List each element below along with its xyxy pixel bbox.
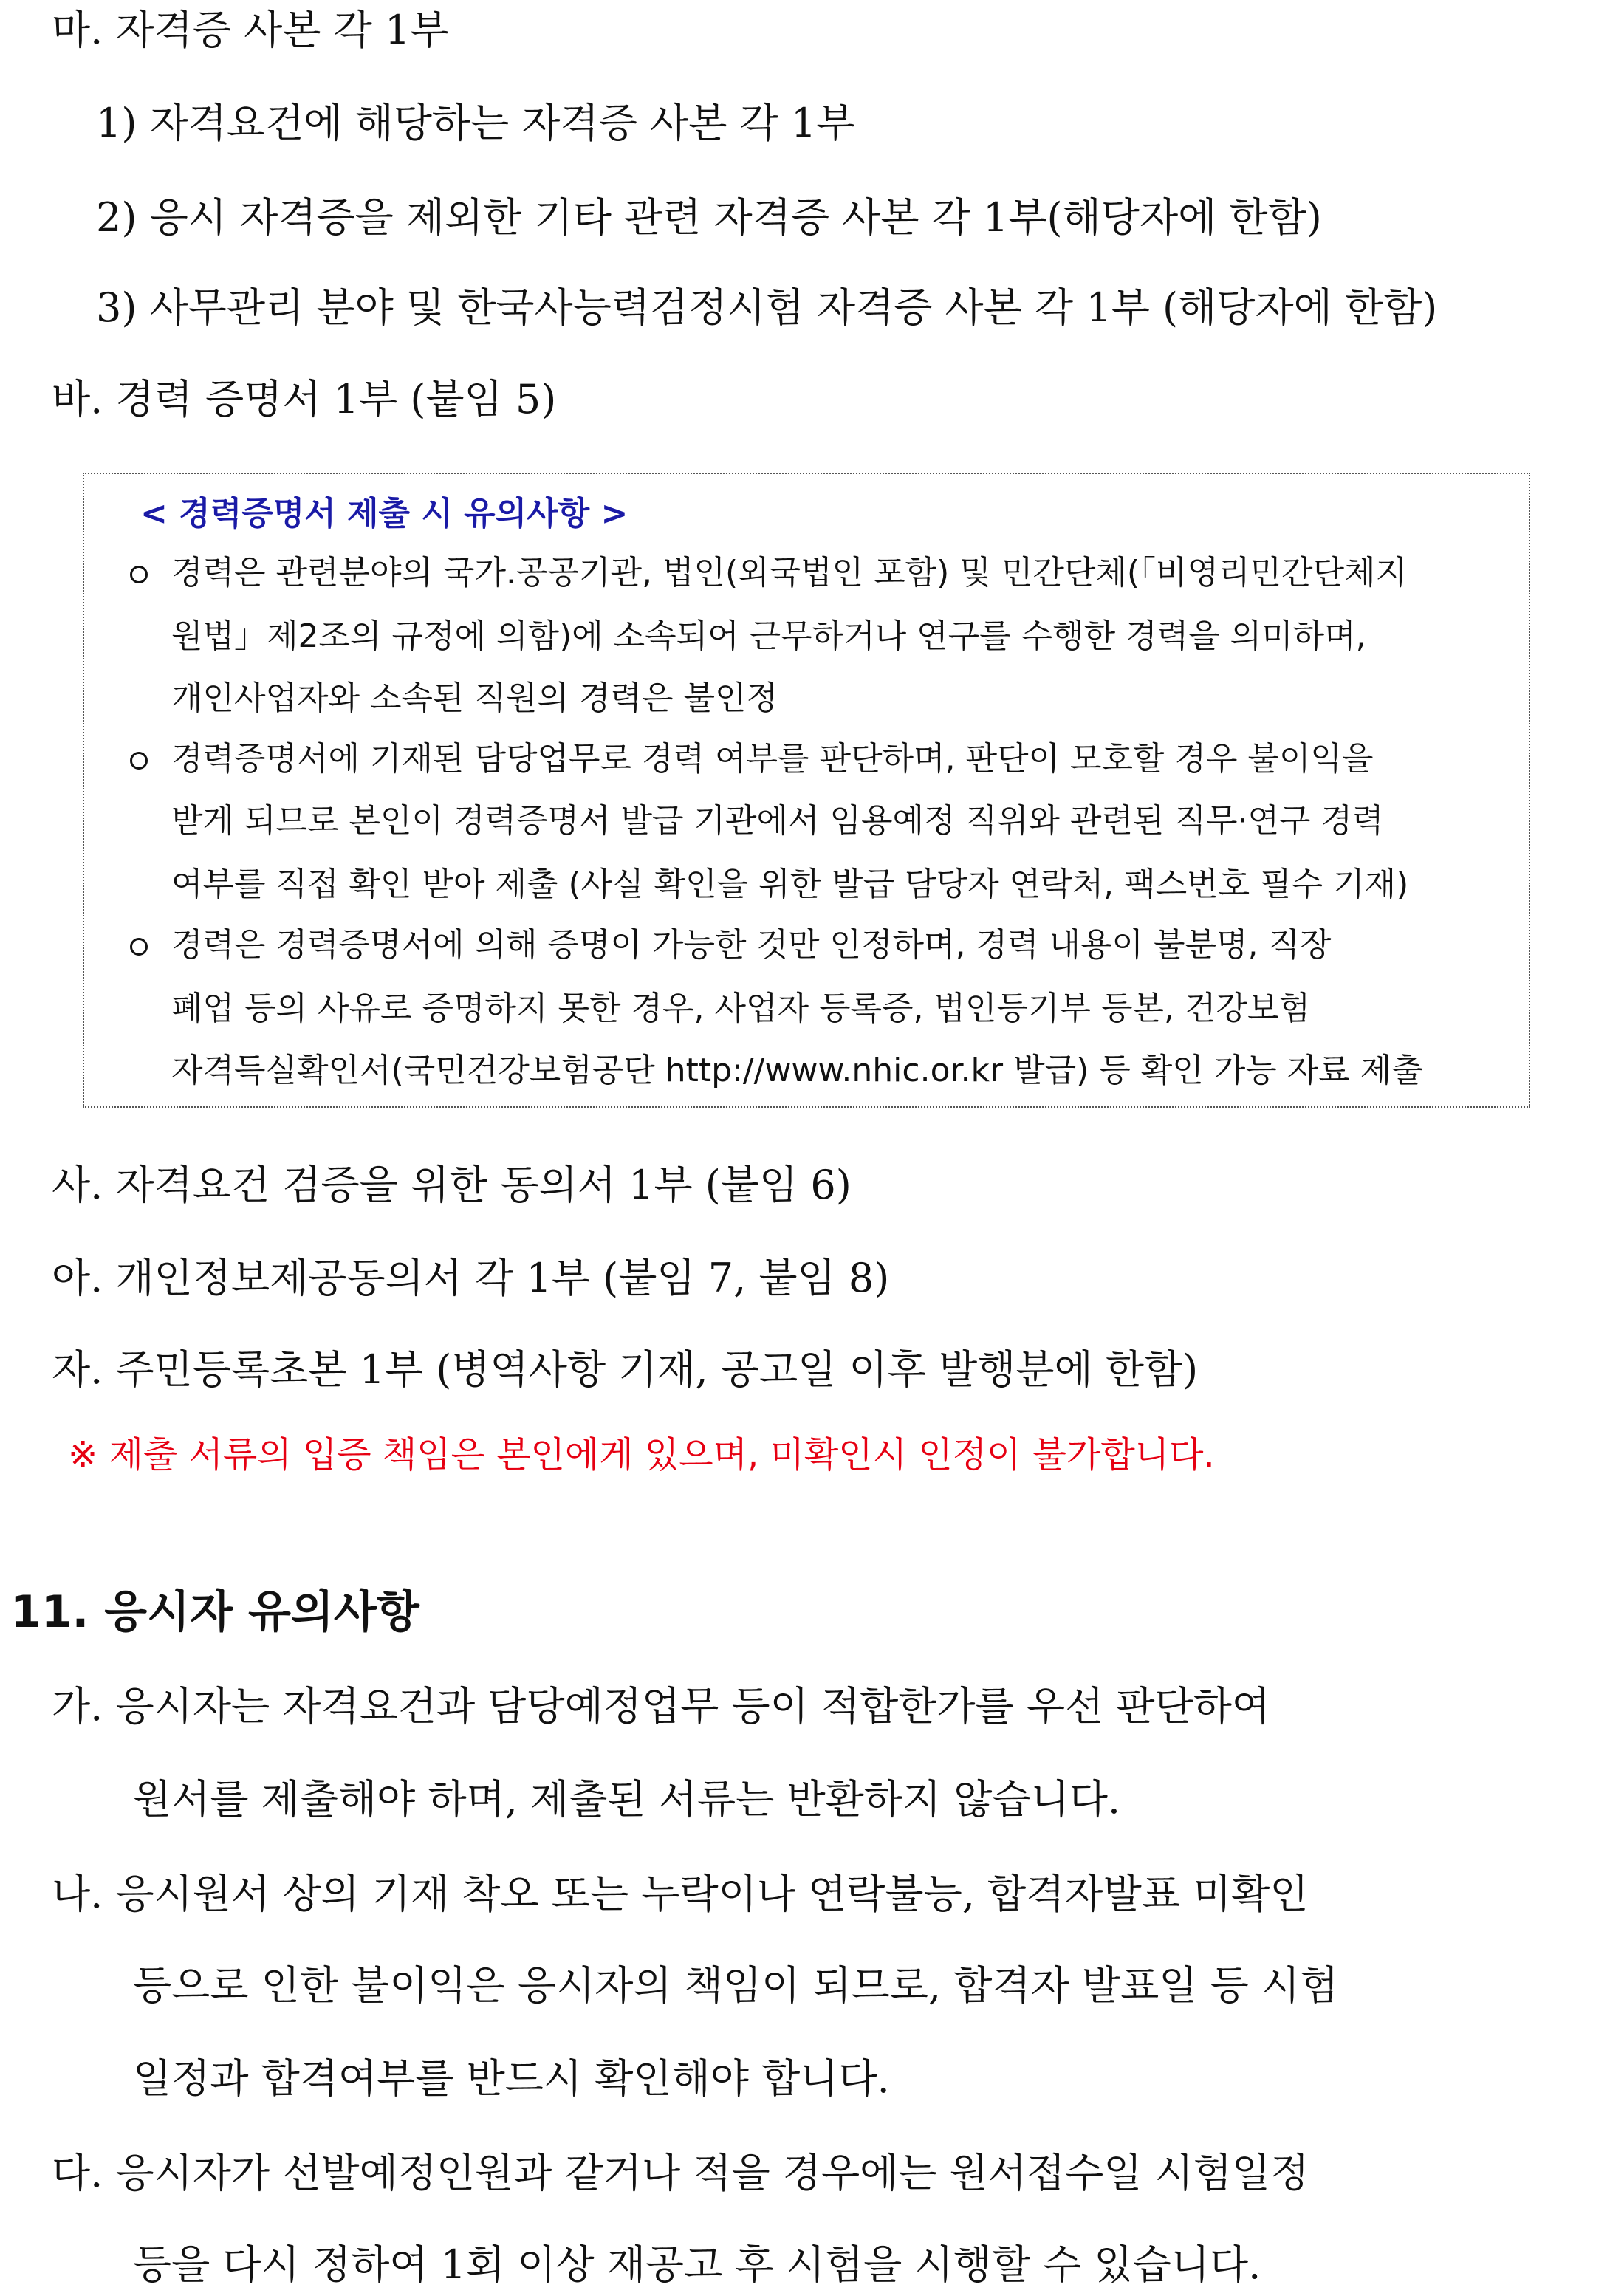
item-ma: 마. 자격증 사본 각 1부: [52, 7, 449, 53]
paragraph-ga-line-2: 원서를 제출해야 하며, 제출된 서류는 반환하지 않습니다.: [133, 1776, 1121, 1823]
item-ma-2: 2) 응시 자격증을 제외한 기타 관련 자격증 사본 각 1부(해당자에 한함): [96, 194, 1322, 241]
career-bullet-2-line-3: 여부를 직접 확인 받아 제출 (사실 확인을 위한 발급 담당자 연락처, 팩스번호 필수 기재): [171, 866, 1409, 903]
paragraph-da-line-2: 등을 다시 정하여 1회 이상 재공고 후 시험을 시행할 수 있습니다.: [133, 2241, 1261, 2288]
career-bullet-1-line-3: 개인사업자와 소속된 직원의 경력은 불인정: [171, 679, 778, 717]
bullet-circle-icon: [130, 752, 148, 770]
paragraph-ga-line-1: 가. 응시자는 자격요건과 담당예정업무 등이 적합한가를 우선 판단하여: [52, 1683, 1271, 1730]
career-bullet-3-line-3: 자격득실확인서(국민건강보험공단 http://www.nhic.or.kr 발급) 등 확인 가능 자료 제출: [171, 1052, 1423, 1089]
bullet-circle-icon: [130, 938, 148, 956]
item-ma-3: 3) 사무관리 분야 및 한국사능력검정시험 자격증 사본 각 1부 (해당자에 한함): [96, 284, 1438, 331]
bullet-circle-icon: [130, 566, 148, 583]
career-notice-title: < 경력증명서 제출 시 유의사항 >: [140, 495, 628, 532]
career-bullet-2-line-1: 경력증명서에 기재된 담당업무로 경력 여부를 판단하며, 판단이 모호할 경우 불이익을: [171, 740, 1374, 778]
paragraph-na-line-2: 등으로 인한 불이익은 응시자의 책임이 되므로, 합격자 발표일 등 시험: [133, 1962, 1339, 2009]
item-ba: 바. 경력 증명서 1부 (붙임 5): [52, 376, 557, 422]
item-ma-1: 1) 자격요건에 해당하는 자격증 사본 각 1부: [96, 100, 855, 146]
career-bullet-1-line-2: 원법」제2조의 규정에 의함)에 소속되어 근무하거나 연구를 수행한 경력을 의미하며,: [171, 617, 1366, 655]
item-a: 아. 개인정보제공동의서 각 1부 (붙임 7, 붙임 8): [52, 1255, 890, 1301]
paragraph-da-line-1: 다. 응시자가 선발예정인원과 같거나 적을 경우에는 원서접수일 시험일정: [52, 2150, 1309, 2196]
submission-notice: ※ 제출 서류의 입증 책임은 본인에게 있으며, 미확인시 인정이 불가합니다.: [68, 1434, 1215, 1476]
item-sa: 사. 자격요건 검증을 위한 동의서 1부 (붙임 6): [52, 1162, 852, 1208]
paragraph-na-line-1: 나. 응시원서 상의 기재 착오 또는 누락이나 연락불능, 합격자발표 미확인: [52, 1871, 1309, 1917]
section-heading: 11. 응시자 유의사항: [10, 1586, 419, 1638]
career-bullet-1-line-1: 경력은 관련분야의 국가.공공기관, 법인(외국법인 포함) 및 민간단체(「비영리민간단체지: [171, 554, 1408, 592]
career-bullet-2-line-2: 받게 되므로 본인이 경력증명서 발급 기관에서 임용예정 직위와 관련된 직무·연구 경력: [171, 802, 1384, 840]
item-ja: 자. 주민등록초본 1부 (병역사항 기재, 공고일 이후 발행분에 한함): [52, 1346, 1199, 1393]
career-bullet-3-line-2: 폐업 등의 사유로 증명하지 못한 경우, 사업자 등록증, 법인등기부 등본, 건강보험: [171, 990, 1310, 1027]
paragraph-na-line-3: 일정과 합격여부를 반드시 확인해야 합니다.: [133, 2055, 890, 2102]
career-bullet-3-line-1: 경력은 경력증명서에 의해 증명이 가능한 것만 인정하며, 경력 내용이 불분명, 직장: [171, 926, 1332, 964]
